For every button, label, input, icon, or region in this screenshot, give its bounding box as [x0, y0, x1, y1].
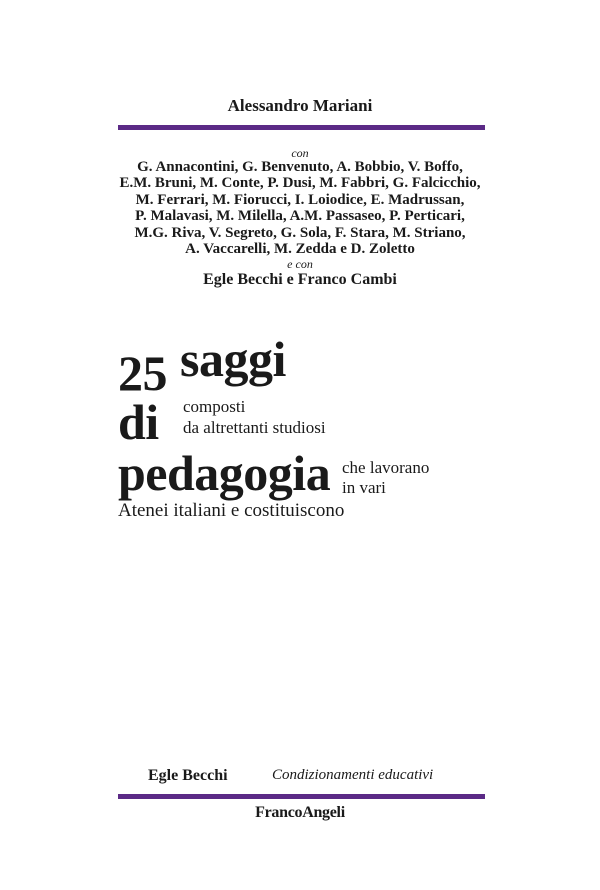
title-number: 25	[118, 345, 167, 401]
contributors-line: A. Vaccarelli, M. Zedda e D. Zoletto	[185, 241, 415, 258]
contributors-list	[0, 159, 600, 257]
publisher-logo: FrancoAngeli	[255, 804, 345, 821]
title-word-pedagogia: pedagogia	[118, 445, 331, 501]
subtitle-line-5: Atenei italiani e costituiscono	[118, 500, 345, 521]
editors: Egle Becchi e Franco Cambi	[203, 271, 397, 288]
contributors-line: E.M. Bruni, M. Conte, P. Dusi, M. Fabbri, G. Falcicchio,	[119, 175, 481, 192]
subtitle-line-4: in vari	[342, 478, 386, 497]
series-editor: Egle Becchi	[148, 767, 228, 784]
e-con-label: e con	[287, 257, 313, 271]
subtitle-line-3: che lavorano	[342, 458, 430, 477]
subtitle-line-1: composti	[183, 397, 246, 416]
bottom-rule	[118, 794, 485, 799]
author-name: Alessandro Mariani	[227, 96, 373, 115]
title-word-saggi: saggi	[180, 331, 286, 387]
top-rule	[118, 125, 485, 130]
series-name: Condizionamenti educativi	[272, 767, 434, 783]
contributors-line: G. Annacontini, G. Benvenuto, A. Bobbio, V. Boffo,	[137, 159, 463, 175]
title-word-di: di	[118, 394, 159, 450]
subtitle-line-2: da altrettanti studiosi	[183, 418, 326, 437]
con-label: con	[291, 146, 309, 160]
contributors-line: P. Malavasi, M. Milella, A.M. Passaseo, P. Perticari,	[135, 208, 465, 225]
contributors-line: M.G. Riva, V. Segreto, G. Sola, F. Stara, M. Striano,	[134, 224, 466, 241]
contributors-line: M. Ferrari, M. Fiorucci, I. Loiodice, E. Madrussan,	[135, 191, 465, 208]
